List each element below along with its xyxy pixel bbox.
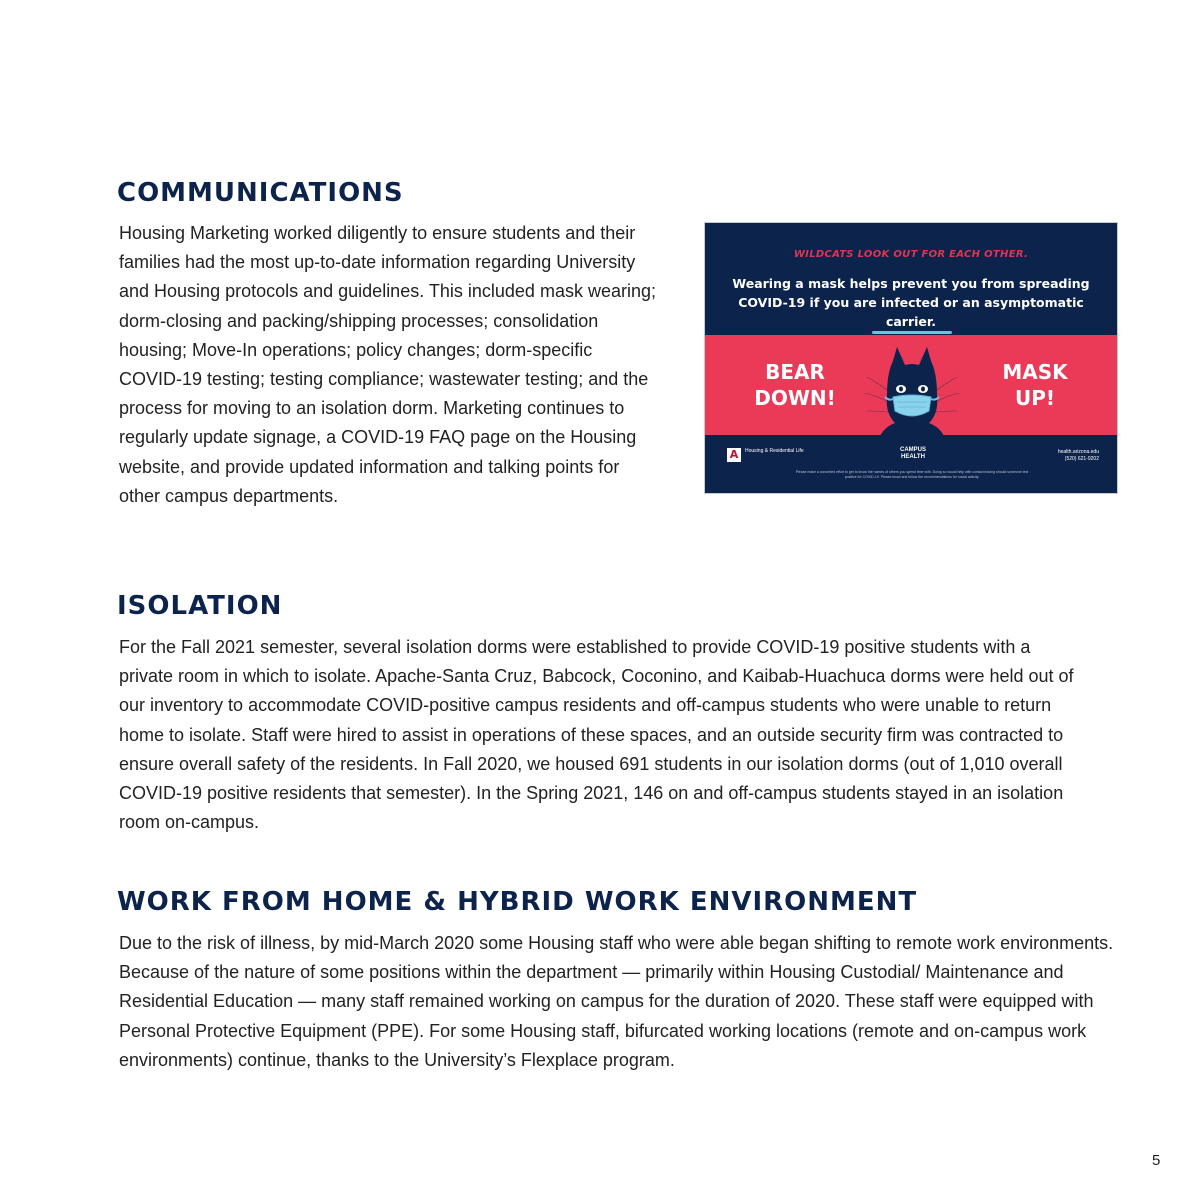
- isolation-heading: ISOLATION: [117, 591, 283, 621]
- university-logo: A: [727, 448, 741, 462]
- page-number: 5: [1152, 1152, 1161, 1169]
- communications-heading: COMMUNICATIONS: [117, 178, 404, 208]
- work-from-home-paragraph: Due to the risk of illness, by mid-March 2020 some Housing staff who were able began shifting to remote work environments. Because of the nature of some positions within the department — primarily within Housing Custodial/ Maintenance and Residential Education — many staff remained working on campus for the duration of 2020. These staff were equipped with Personal Protective Equipment (PPE). For some Housing staff, bifurcated working locations (remote and on-campus work environments) continue, thanks to the University’s Flexplace program.: [119, 933, 1114, 1070]
- campus-health-label: CAMPUS HEALTH: [899, 447, 926, 460]
- poster-contact: [1058, 449, 1099, 463]
- contact-site: health.arizona.edu: [1057, 449, 1099, 455]
- poster-fine-print: Please make a concerted effort to get to know the names of others you spend time with. Doing so would help with contact tracing should someone test positive for COVID-19. Please know and follow the recommendations for social activity.: [795, 470, 1029, 479]
- poster-bear-down: BEAR DOWN!: [754, 360, 836, 410]
- contact-phone: (520) 621-9202: [1064, 456, 1099, 462]
- masked-wildcat-icon: [865, 347, 959, 447]
- poster-mask-up: MASK UP!: [1002, 360, 1068, 410]
- housing-label: Housing & Residential Life: [745, 448, 804, 454]
- poster-headline: Wearing a mask helps prevent you from spreading COVID-19 if you are infected or an asymptomatic carrier.: [732, 276, 1090, 329]
- communications-paragraph: Housing Marketing worked diligently to ensure students and their families had the most up-to-date information regarding University and Housing protocols and guidelines. This included mask wearing; dorm-closing and packing/shipping processes; consolidation housing; Move-In operations; policy changes; dorm-specific COVID-19 testing; testing compliance; wastewater testing; and the process for moving to an isolation dorm. Marketing continues to regularly update signage, a COVID-19 FAQ page on the Housing website, and provide updated information and talking points for other campus departments.: [119, 223, 656, 506]
- mask-up-poster: [704, 222, 1118, 494]
- poster-tagline: WILDCATS LOOK OUT FOR EACH OTHER.: [793, 249, 1029, 260]
- isolation-paragraph: For the Fall 2021 semester, several isolation dorms were established to provide COVID-19 positive students with a private room in which to isolate. Apache-Santa Cruz, Babcock, Coconino, and Kaibab-Huachuca dorms were held out of our inventory to accommodate COVID-positive campus residents and off-campus students who were unable to return home to isolate. Staff were hired to assist in operations of these spaces, and an outside security firm was contracted to ensure overall safety of the residents. In Fall 2020, we housed 691 students in our isolation dorms (out of 1,010 overall COVID-19 positive residents that semester). In the Spring 2021, 146 on and off-campus students stayed in an isolation room on-campus.: [119, 637, 1074, 833]
- work-from-home-heading: WORK FROM HOME & HYBRID WORK ENVIRONMENT: [117, 887, 918, 917]
- poster-divider: [872, 331, 952, 334]
